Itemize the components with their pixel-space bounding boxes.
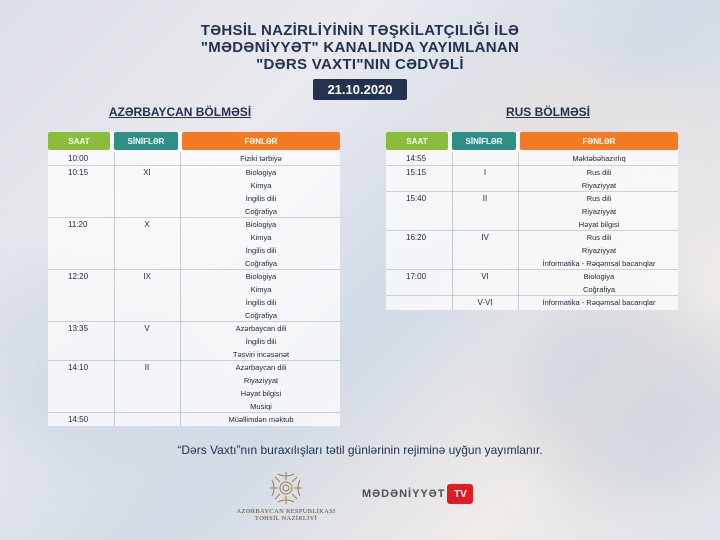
subject-item: Biologiya bbox=[245, 168, 277, 177]
ru-row bbox=[386, 191, 678, 231]
subject-item: İnformatika - Rəqəmsal bacarıqlar bbox=[542, 298, 656, 307]
row-grade: IX bbox=[143, 272, 151, 281]
row-grade: V-VI bbox=[477, 298, 493, 307]
subject-item: Kimya bbox=[250, 285, 272, 294]
subject-item: Coğrafiya bbox=[244, 259, 278, 268]
ru-row bbox=[386, 152, 678, 165]
subject-item: Coğrafiya bbox=[244, 207, 278, 216]
subject-item: Biologiya bbox=[583, 272, 615, 281]
col-header-subjects: FƏNLƏR bbox=[520, 132, 678, 150]
subject-item: İngilis dili bbox=[245, 298, 277, 307]
col-header-subjects: FƏNLƏR bbox=[182, 132, 340, 150]
subject-item: Musiqi bbox=[250, 402, 272, 411]
title-line-2: "MƏDƏNİYYƏT" KANALINDA YAYIMLANAN bbox=[200, 39, 520, 56]
tv-badge-icon: TV bbox=[447, 484, 473, 504]
row-time: 10:15 bbox=[68, 168, 89, 177]
row-time: 13:35 bbox=[68, 324, 89, 333]
row-subjects bbox=[182, 152, 340, 165]
subject-item: Riyaziyyat bbox=[581, 207, 617, 216]
row-subjects bbox=[520, 166, 678, 192]
subject-item: Riyaziyyat bbox=[243, 376, 279, 385]
subject-item: İngilis dili bbox=[245, 246, 277, 255]
az-row bbox=[48, 269, 340, 322]
row-subjects bbox=[182, 218, 340, 270]
row-time: 10:00 bbox=[68, 154, 89, 163]
row-time: 12:20 bbox=[68, 272, 89, 281]
row-time: 15:15 bbox=[406, 168, 427, 177]
row-subjects bbox=[520, 296, 678, 309]
az-row bbox=[48, 152, 340, 165]
subject-item: Təsviri incəsənət bbox=[232, 350, 290, 359]
row-subjects bbox=[182, 166, 340, 218]
subject-item: Coğrafiya bbox=[582, 285, 616, 294]
row-grade: II bbox=[482, 194, 488, 203]
subject-item: Azərbaycan dili bbox=[235, 324, 287, 333]
ru-row bbox=[386, 269, 678, 296]
col-header-time: SAAT bbox=[386, 132, 448, 150]
row-subjects bbox=[520, 270, 678, 296]
ministry-logo bbox=[226, 470, 346, 522]
row-subjects bbox=[520, 231, 678, 270]
title-line-1: TƏHSİL NAZİRLİYİNİN TƏŞKİLATÇILIĞI İLƏ bbox=[200, 22, 520, 39]
row-subjects bbox=[182, 413, 340, 426]
row-time: 14:50 bbox=[68, 415, 89, 424]
row-subjects bbox=[520, 152, 678, 165]
az-section-title: AZƏRBAYCAN BÖLMƏSİ bbox=[108, 105, 252, 119]
row-time: 14:55 bbox=[406, 154, 427, 163]
row-grade: X bbox=[144, 220, 150, 229]
row-subjects bbox=[182, 270, 340, 322]
subject-item: Fiziki tərbiyə bbox=[240, 154, 282, 163]
subject-item: Biologiya bbox=[245, 272, 277, 281]
subject-item: Kimya bbox=[250, 181, 272, 190]
ministry-name-line-2: TƏHSİL NAZİRLİYİ bbox=[254, 515, 318, 522]
subject-item: Kimya bbox=[250, 233, 272, 242]
subject-item: Riyaziyyat bbox=[581, 181, 617, 190]
ru-row bbox=[386, 230, 678, 270]
row-grade: XI bbox=[143, 168, 151, 177]
az-row bbox=[48, 360, 340, 413]
subject-item: Rus dili bbox=[586, 168, 612, 177]
row-time: 17:00 bbox=[406, 272, 427, 281]
col-header-grade: SİNİFLƏR bbox=[452, 132, 516, 150]
az-row bbox=[48, 217, 340, 270]
az-schedule-table bbox=[48, 132, 340, 426]
row-grade: V bbox=[144, 324, 150, 333]
subject-item: Biologiya bbox=[245, 220, 277, 229]
broadcast-note: “Dərs Vaxtı”nın buraxılışları tətil günlərinin rejiminə uyğun yayımlanır. bbox=[177, 443, 543, 457]
ministry-name-line-1: AZƏRBAYCAN RESPUBLİKASI bbox=[236, 508, 336, 515]
subject-item: Həyat bilgisi bbox=[240, 389, 282, 398]
subject-item: Rus dili bbox=[586, 194, 612, 203]
channel-name: MƏDƏNİYYƏT bbox=[362, 488, 446, 500]
subject-item: Müəllimdən məktub bbox=[228, 415, 294, 424]
subject-item: İngilis dili bbox=[245, 337, 277, 346]
row-time: 14:10 bbox=[68, 363, 89, 372]
row-time: 15:40 bbox=[406, 194, 427, 203]
subject-item: Riyaziyyat bbox=[581, 246, 617, 255]
subject-item: Rus dili bbox=[586, 233, 612, 242]
ru-section-title: RUS BÖLMƏSİ bbox=[505, 105, 591, 119]
row-grade: II bbox=[144, 363, 150, 372]
subject-item: Azərbaycan dili bbox=[235, 363, 287, 372]
az-row bbox=[48, 165, 340, 218]
ru-schedule-table bbox=[386, 132, 678, 310]
az-row bbox=[48, 412, 340, 426]
ru-row bbox=[386, 165, 678, 192]
medeniyyet-tv-logo bbox=[362, 484, 473, 504]
col-header-time: SAAT bbox=[48, 132, 110, 150]
az-row bbox=[48, 321, 340, 361]
subject-item: Həyat bilgisi bbox=[578, 220, 620, 229]
subject-item: Coğrafiya bbox=[244, 311, 278, 320]
row-subjects bbox=[520, 192, 678, 231]
subject-item: İngilis dili bbox=[245, 194, 277, 203]
row-grade: I bbox=[483, 168, 487, 177]
ministry-emblem-icon bbox=[268, 470, 304, 506]
date-badge: 21.10.2020 bbox=[313, 79, 406, 100]
title-line-3: "DƏRS VAXTI"NIN CƏDVƏLİ bbox=[256, 56, 464, 73]
col-header-grade: SİNİFLƏR bbox=[114, 132, 178, 150]
subject-item: İnformatika - Rəqəmsal bacarıqlar bbox=[542, 259, 656, 268]
ru-row bbox=[386, 295, 678, 309]
page-title bbox=[0, 22, 720, 100]
row-time: 11:20 bbox=[68, 220, 88, 229]
row-grade: IV bbox=[481, 233, 489, 242]
row-grade: VI bbox=[481, 272, 489, 281]
row-subjects bbox=[182, 322, 340, 361]
row-time: 16:20 bbox=[406, 233, 427, 242]
row-subjects bbox=[182, 361, 340, 413]
subject-item: Məktəbəhazırlıq bbox=[572, 154, 626, 163]
